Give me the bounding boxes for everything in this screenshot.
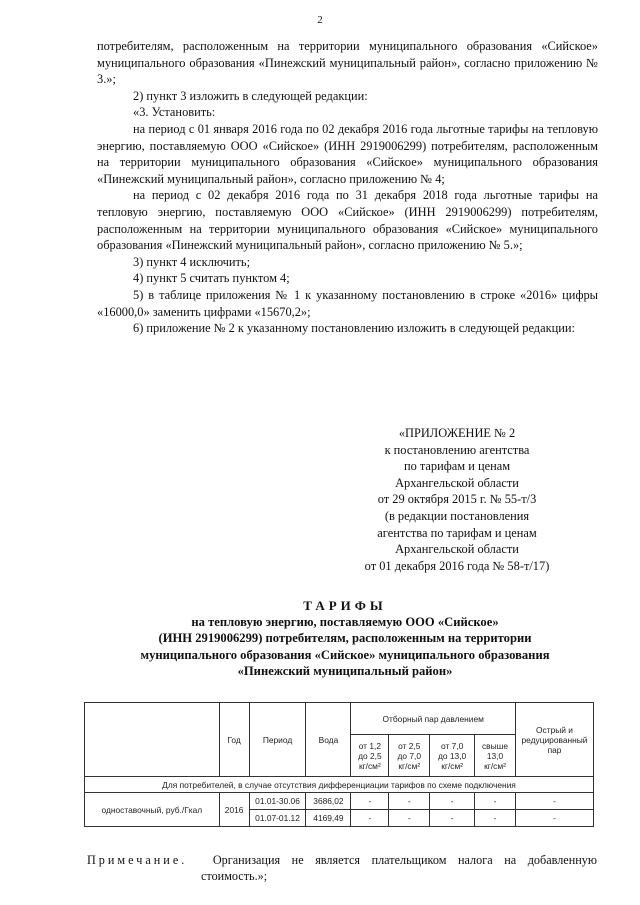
row-year: 2016 xyxy=(219,793,249,827)
appendix-line: «ПРИЛОЖЕНИЕ № 2 xyxy=(398,426,516,440)
note xyxy=(87,852,597,884)
cell-value: - xyxy=(475,793,516,810)
appendix-line: к постановлению агентства xyxy=(384,442,530,457)
cell-value: - xyxy=(515,810,593,827)
note-word: плательщиком xyxy=(371,853,447,867)
header-water: Вода xyxy=(306,703,351,777)
cell-period: 01.01-30.06 xyxy=(249,793,306,810)
cell-value: - xyxy=(389,810,430,827)
note-word: добавленную xyxy=(527,853,597,867)
title-line: муниципального образования «Сийское» муниципального образования xyxy=(140,647,550,662)
tariff-table xyxy=(84,702,594,827)
note-word: является xyxy=(315,853,360,867)
appendix-line: от 01 декабря 2016 года № 58-т/17) xyxy=(364,558,550,573)
appendix-line: по тарифам и ценам xyxy=(403,459,511,474)
header-sharp-steam: Острый и редуцированный пар xyxy=(515,703,593,777)
cell-value: - xyxy=(430,793,475,810)
page-number: 2 xyxy=(317,14,323,26)
note-word: Организация xyxy=(212,853,281,867)
paragraph: 2) пункт 3 изложить в следующей редакции: xyxy=(133,88,368,103)
note-word: не xyxy=(291,853,304,867)
header-year: Год xyxy=(219,703,249,777)
title-line: на тепловую энергию, поставляемую ООО «Сийское» xyxy=(191,615,499,630)
header-steam-range: от 7,0 до 13,0 кг/см² xyxy=(430,735,475,777)
tariff-title xyxy=(60,598,630,679)
paragraph: «3. Установить: xyxy=(133,105,216,120)
cell-period: 01.07-01.12 xyxy=(249,810,306,827)
cell-water: 3686,02 xyxy=(306,793,351,810)
appendix-line: Архангельской области xyxy=(395,542,519,557)
cell-value: - xyxy=(475,810,516,827)
cell-value: - xyxy=(515,793,593,810)
header-steam: Отборный пар давлением xyxy=(351,703,516,735)
header-steam-range: от 2,5 до 7,0 кг/см² xyxy=(389,735,430,777)
appendix-header xyxy=(342,425,572,574)
title-line: «Пинежский муниципальный район» xyxy=(237,663,453,678)
row-label: одноставочный, руб./Гкал xyxy=(85,793,220,827)
appendix-line: Архангельской области xyxy=(395,475,519,490)
cell-value: - xyxy=(351,810,389,827)
paragraph: на период с 01 января 2016 года по 02 декабря 2016 года льготные тарифы на тепловую энергию, поставляемую ООО «Сийское» (ИНН 2919006299) потребителям, расположенным на территории муниципального образования «Сийское» муниципального образования «Пинежский муниципальный район», согласно приложению № 4; xyxy=(97,121,598,186)
appendix-line: агентства по тарифам и ценам xyxy=(377,525,537,540)
cell-value: - xyxy=(351,793,389,810)
paragraph: 5) в таблице приложения № 1 к указанному постановлению в строке «2016» цифры «16000,0» заменить цифрами «15670,2»; xyxy=(97,287,598,319)
paragraph: 6) приложение № 2 к указанному постановлению изложить в следующей редакции: xyxy=(133,321,575,336)
section-row: Для потребителей, в случае отсутствия дифференциации тарифов по схеме подключения xyxy=(85,777,594,793)
note-label: Примечание. xyxy=(87,853,188,867)
header-empty xyxy=(85,703,220,777)
note-line-2: стоимость.»; xyxy=(201,869,268,883)
body-text xyxy=(97,38,598,337)
cell-value: - xyxy=(389,793,430,810)
header-steam-range: от 1,2 до 2,5 кг/см² xyxy=(351,735,389,777)
header-steam-range: свыше 13,0 кг/см² xyxy=(475,735,516,777)
paragraph: потребителям, расположенным на территории муниципального образования «Сийское» муниципального образования «Пинежский муниципальный район», согласно приложению № 3.»; xyxy=(97,39,598,87)
cell-water: 4169,49 xyxy=(306,810,351,827)
note-line xyxy=(87,852,597,868)
paragraph: 4) пункт 5 считать пунктом 4; xyxy=(133,271,290,286)
note-word: налога xyxy=(458,853,493,867)
header-period: Период xyxy=(249,703,306,777)
appendix-line: (в редакции постановления xyxy=(384,508,530,523)
title-line: (ИНН 2919006299) потребителям, расположенным на территории xyxy=(158,631,532,646)
title-heading: ТАРИФЫ xyxy=(303,598,387,613)
note-word: на xyxy=(504,853,517,867)
paragraph: на период с 02 декабря 2016 года по 31 декабря 2018 года льготные тарифы на тепловую энергию, поставляемую ООО «Сийское» (ИНН 2919006299) потребителям, расположенным на территории муниципального образования «Сийское» муниципального образования «Пинежский муниципальный район», согласно приложению № 5.»; xyxy=(97,188,598,253)
cell-value: - xyxy=(430,810,475,827)
appendix-line: от 29 октября 2015 г. № 55-т/3 xyxy=(377,492,537,507)
paragraph: 3) пункт 4 исключить; xyxy=(133,254,251,269)
